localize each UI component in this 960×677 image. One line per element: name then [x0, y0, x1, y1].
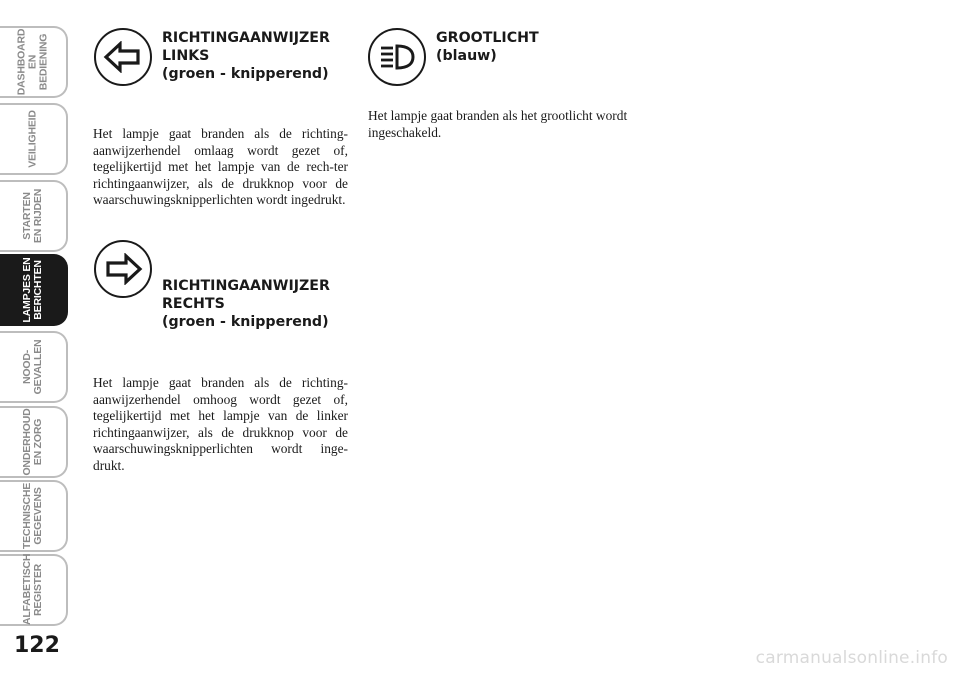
- tab-technische[interactable]: [0, 480, 68, 552]
- high-beam-body: Het lampje gaat branden als het grootlicht wordt ingeschakeld.: [368, 108, 628, 140]
- tab-label: ALFABETISCH REGISTER: [21, 553, 44, 625]
- left-indicator-heading: [162, 29, 330, 83]
- tab-label: DASHBOARD EN BEDIENING: [15, 28, 50, 96]
- right-indicator-heading: [162, 277, 330, 331]
- watermark: carmanualsonline.info: [755, 648, 948, 668]
- tab-label: NOOD- GEVALLEN: [21, 339, 44, 395]
- tab-noodgevallen[interactable]: [0, 331, 68, 403]
- tab-label: TECHNISCHE GEGEVENS: [21, 482, 44, 550]
- right-indicator-body: Het lampje gaat branden als de richting-aanwijzerhendel omhoog wordt gezet of, tegelijkertijd met het lampje van de linker richtingaanwijzer, als de drukknop voor de waarschuwingsknipperlichten wordt inge-drukt.: [93, 375, 348, 473]
- subtitle: (groen - knipperend): [162, 314, 329, 330]
- title-line: RICHTINGAANWIJZER: [162, 30, 330, 46]
- subtitle: (blauw): [436, 48, 497, 64]
- tab-onderhoud[interactable]: [0, 406, 68, 478]
- tab-label: STARTEN EN RIJDEN: [21, 188, 44, 244]
- title-line: GROOTLICHT: [436, 30, 539, 46]
- title-line: RECHTS: [162, 296, 225, 312]
- tab-label: LAMPJES EN BERICHTEN: [21, 257, 44, 323]
- page-number: 122: [14, 633, 60, 658]
- title-line: LINKS: [162, 48, 210, 64]
- tab-veiligheid[interactable]: [0, 103, 68, 175]
- high-beam-heading: [436, 29, 539, 65]
- tab-label: ONDERHOUD EN ZORG: [21, 408, 44, 476]
- tab-lampjes[interactable]: [0, 254, 68, 326]
- tab-dashboard[interactable]: [0, 26, 68, 98]
- tab-label: VEILIGHEID: [26, 110, 39, 168]
- high-beam-icon: [368, 28, 426, 86]
- tab-register[interactable]: [0, 554, 68, 626]
- subtitle: (groen - knipperend): [162, 66, 329, 82]
- title-line: RICHTINGAANWIJZER: [162, 278, 330, 294]
- arrow-right-icon: [94, 240, 152, 298]
- arrow-left-icon: [94, 28, 152, 86]
- left-indicator-body: Het lampje gaat branden als de richting-aanwijzerhendel omlaag wordt gezet of, tegelijkertijd met het lampje van de rech-ter richtingaanwijzer, als de drukknop voor de waarschuwingsknipperlichten wordt ingedrukt.: [93, 126, 348, 207]
- tab-starten[interactable]: [0, 180, 68, 252]
